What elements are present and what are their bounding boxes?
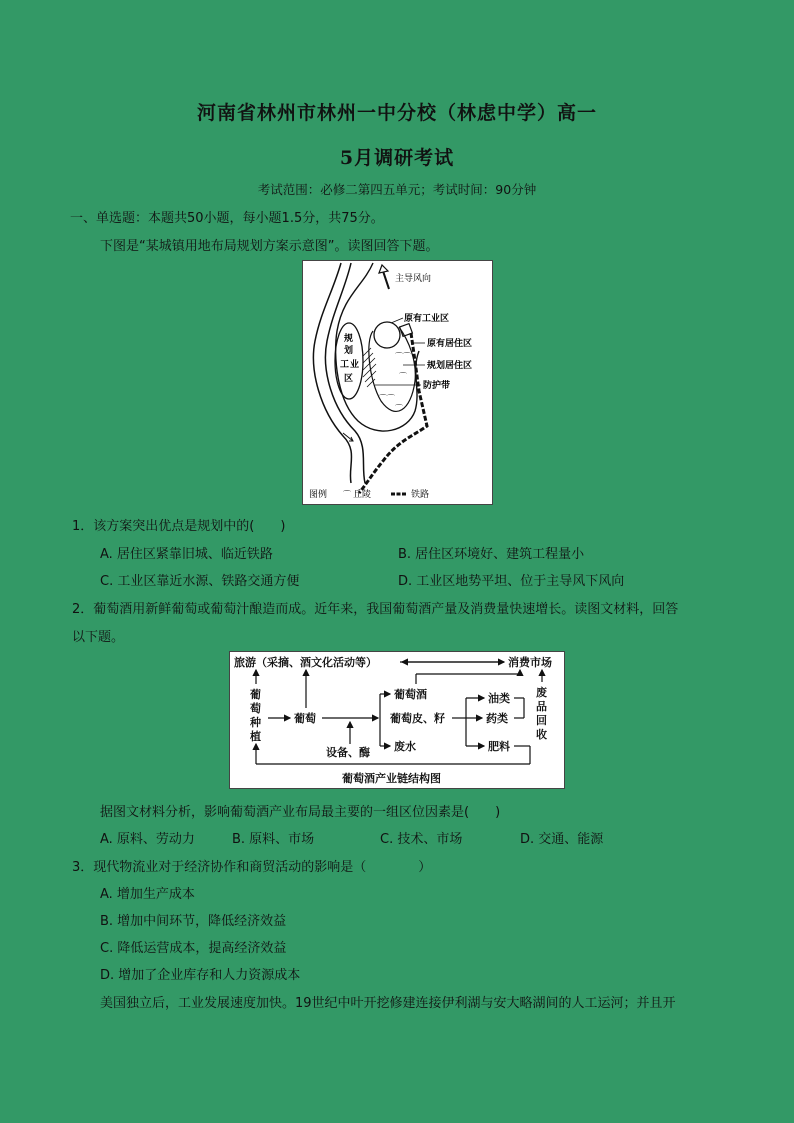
exam-info: 考试范围：必修二第四五单元；考试时间：90分钟 [257,182,537,197]
svg-text:废: 废 [536,686,547,699]
label-original-industry: 原有工业区 [404,314,450,324]
map-intro: 下图是“某城镇用地布局规划方案示意图”。读图回答下题。 [100,239,439,254]
node-equipment: 设备、酶 [326,746,370,759]
q3-option-d[interactable]: D. 增加了企业库存和人力资源成本 [100,968,301,983]
node-medicine: 药类 [486,712,508,725]
wind-arrow-icon [379,265,389,289]
q1-stem: 1．该方案突出优点是规划中的( ) [72,519,286,534]
svg-text:工: 工 [340,360,350,370]
node-wine: 葡萄酒 [394,688,427,701]
legend-hill-icon: ⌒ [343,490,351,499]
q2-stem: 2．葡萄酒用新鲜葡萄或葡萄汁酿造而成。近年来，我国葡萄酒产量及消费量快速增长。读图文材料，回答 [72,602,679,617]
node-tourism: 旅游（采摘、酒文化活动等） [234,656,377,669]
node-market: 消费市场 [508,656,552,669]
section-heading: 一、单选题：本题共50小题，每小题1.5分，共75分。 [70,211,384,226]
q2-option-a[interactable]: A. 原料、劳动力 [100,832,195,847]
svg-text:萄: 萄 [250,702,261,715]
svg-text:⌒⌒: ⌒⌒ [395,352,411,361]
label-protective-belt: 防护带 [423,381,451,391]
wine-chain-drawing [230,652,564,788]
node-planting [249,687,261,743]
svg-text:规: 规 [344,334,354,344]
node-recycle [536,685,547,741]
svg-text:区: 区 [344,374,354,384]
trailing-paragraph: 美国独立后，工业发展速度加快。19世纪中叶开挖修建连接伊利湖与安大略湖间的人工运河；并且开 [100,996,676,1011]
land-use-map [302,260,493,505]
wine-industry-chain-chart [229,651,565,789]
node-waste-water: 废水 [394,740,416,753]
label-planned-industry [340,332,359,384]
q1-option-b[interactable]: B. 居住区环境好、建筑工程量小 [398,547,585,562]
page-title: 河南省林州市林州一中分校（林虑中学）高一 [196,102,597,124]
chart-caption: 葡萄酒产业链结构图 [342,772,441,785]
q3-option-c[interactable]: C. 降低运营成本，提高经济效益 [100,941,287,956]
node-fertilizer: 肥料 [488,740,510,753]
q3-option-a[interactable]: A. 增加生产成本 [100,887,195,902]
svg-text:收: 收 [536,728,547,741]
q2-sub-stem: 据图文材料分析，影响葡萄酒产业布局最主要的一组区位因素是( ) [100,805,501,820]
node-oil: 油类 [488,692,510,705]
legend-hill-label: 丘陵 [353,490,372,500]
node-grape: 葡萄 [294,712,316,725]
q1-option-a[interactable]: A. 居住区紧靠旧城、临近铁路 [100,547,273,562]
q2-stem-cont: 以下题。 [72,630,125,645]
q2-option-d[interactable]: D. 交通、能源 [520,832,604,847]
node-skin-seed: 葡萄皮、籽 [390,712,445,725]
svg-text:⌒: ⌒ [399,372,407,381]
svg-text:植: 植 [250,730,261,743]
svg-text:⌒⌒: ⌒⌒ [379,394,395,403]
q2-option-b[interactable]: B. 原料、市场 [232,832,315,847]
svg-text:业: 业 [350,360,360,370]
q3-option-b[interactable]: B. 增加中间环节，降低经济效益 [100,914,287,929]
q3-stem: 3．现代物流业对于经济协作和商贸活动的影响是（ ） [72,860,432,875]
svg-text:划: 划 [344,346,354,356]
svg-text:种: 种 [250,716,261,729]
wind-label: 主导风向 [395,274,432,284]
svg-text:葡: 葡 [250,688,261,701]
legend-title: 图例 [309,490,328,500]
q1-option-d[interactable]: D. 工业区地势平坦、位于主导风下风向 [398,574,625,589]
page-subtitle: 5月调研考试 [339,147,455,169]
svg-text:品: 品 [536,700,547,713]
land-use-map-drawing [303,261,492,504]
label-original-residential: 原有居住区 [427,339,473,349]
q1-option-c[interactable]: C. 工业区靠近水源、铁路交通方便 [100,574,300,589]
svg-text:回: 回 [536,714,547,727]
label-planned-residential: 规划居住区 [427,361,473,371]
q2-option-c[interactable]: C. 技术、市场 [380,832,463,847]
legend-rail-label: 铁路 [411,490,430,500]
svg-text:⌒: ⌒ [395,404,403,413]
